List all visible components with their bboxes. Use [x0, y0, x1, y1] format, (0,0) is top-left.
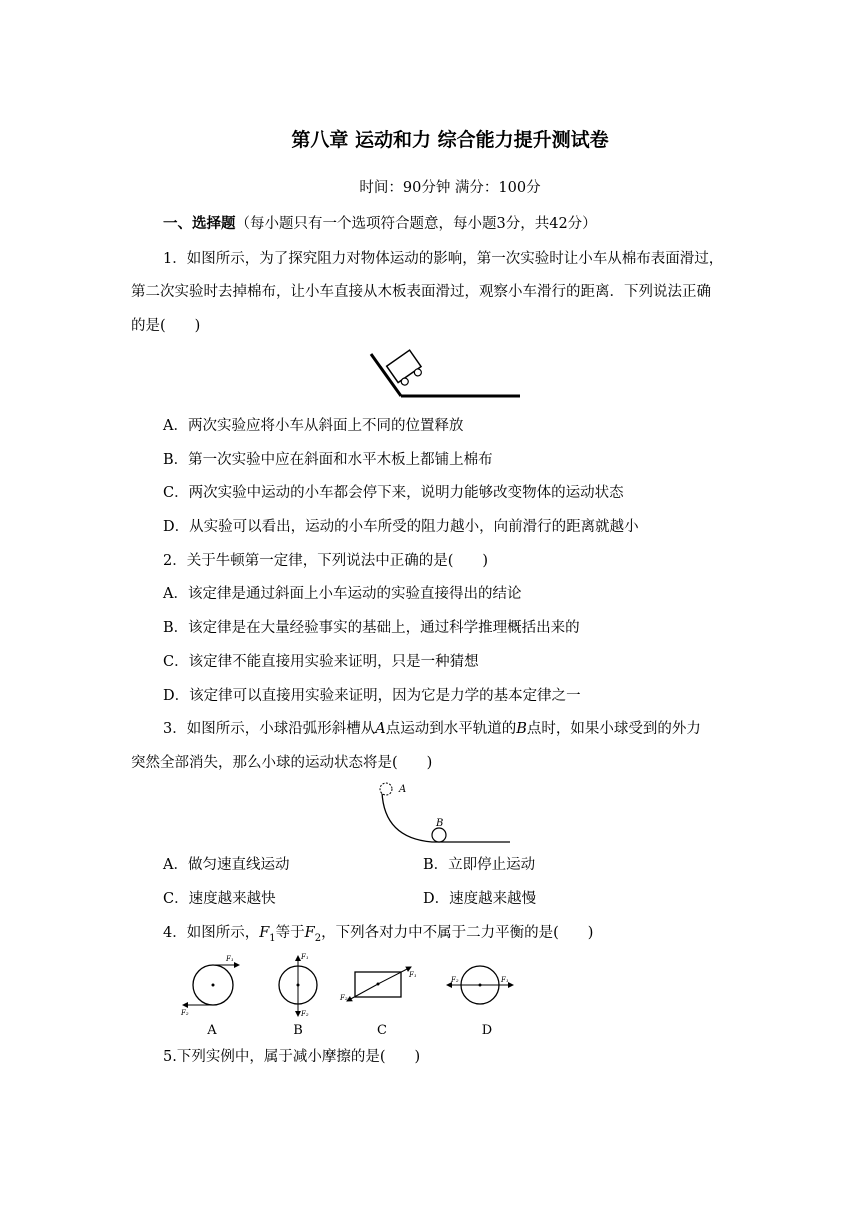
figure-d-label: D — [481, 1023, 493, 1038]
svg-text:F₂: F₂ — [340, 994, 348, 1002]
svg-text:F₁: F₁ — [501, 976, 509, 984]
q5-stem: 5.下列实例中，属于减小摩擦的是( ) — [163, 1049, 421, 1065]
q1-option-b: B．第一次实验中应在斜面和水平木板上都铺上棉布 — [163, 452, 493, 468]
q2-option-d: D．该定律可以直接用实验来证明，因为它是力学的基本定律之一 — [163, 688, 581, 704]
figure-a-label: A — [207, 1023, 217, 1038]
q3-option-b: B．立即停止运动 — [423, 857, 536, 873]
q2-option-a: A．该定律是通过斜面上小车运动的实验直接得出的结论 — [163, 586, 522, 602]
q2-option-b: B．该定律是在大量经验事实的基础上，通过科学推理概括出来的 — [163, 620, 580, 636]
q3-line2: 突然全部消失，那么小球的运动状态将是( ) — [131, 755, 433, 771]
svg-text:F₂: F₂ — [181, 1009, 189, 1017]
q3-arc-track-figure — [372, 780, 517, 848]
exam-info: 时间：90分钟 满分：100分 — [359, 180, 541, 196]
q2-stem: 2．关于牛顿第一定律，下列说法中正确的是( ) — [163, 553, 489, 569]
label-b: B — [436, 818, 444, 829]
q1-option-d: D．从实验可以看出，运动的小车所受的阻力越小，向前滑行的距离就越小 — [163, 519, 639, 535]
q1-line2: 第二次实验时去掉棉布，让小车直接从木板表面滑过，观察小车滑行的距离．下列说法正确 — [131, 284, 711, 300]
q1-line3: 的是( ) — [131, 318, 201, 334]
figure-b — [279, 953, 317, 1038]
page-title: 第八章 运动和力 综合能力提升测试卷 — [291, 129, 609, 151]
q3-line1: 3．如图所示，小球沿弧形斜槽从A点运动到水平轨道的B点时，如果小球受到的外力 — [163, 721, 701, 737]
q2-option-c: C．该定律不能直接用实验来证明，只是一种猜想 — [163, 654, 479, 670]
q1-line1: 1．如图所示，为了探究阻力对物体运动的影响，第一次实验时让小车从棉布表面滑过， — [163, 251, 724, 267]
section-heading — [163, 214, 597, 234]
figure-b-label: B — [293, 1023, 303, 1038]
ball-at-a-icon — [380, 783, 392, 795]
q3-option-a: A．做匀速直线运动 — [163, 857, 290, 873]
figure-c-label: C — [377, 1023, 387, 1038]
q4-force-figure — [175, 950, 535, 1040]
q1-incline-figure — [365, 346, 525, 402]
figure-d — [447, 966, 513, 1038]
svg-text:F₂: F₂ — [301, 1010, 309, 1018]
q1-option-a: A．两次实验应将小车从斜面上不同的位置释放 — [163, 418, 464, 434]
figure-a — [180, 955, 239, 1038]
svg-text:F₁: F₁ — [226, 955, 234, 963]
label-a: A — [399, 784, 407, 795]
section-note: （每小题只有一个选项符合题意，每小题3分，共42分） — [235, 216, 597, 232]
ball-at-b-icon — [432, 828, 446, 842]
svg-text:F₁: F₁ — [409, 971, 417, 979]
q1-option-c: C．两次实验中运动的小车都会停下来，说明力能够改变物体的运动状态 — [163, 485, 624, 501]
q3-option-c: C．速度越来越快 — [163, 891, 276, 907]
q4-stem: 4．如图所示，$F_1$等于$F_2$，下列各对力中不属于二力平衡的是( ) — [163, 925, 594, 944]
svg-text:F₁: F₁ — [301, 953, 309, 961]
svg-text:F₂: F₂ — [451, 976, 459, 984]
section-title: 一、选择题 — [163, 215, 236, 232]
figure-c — [339, 967, 417, 1038]
q3-option-d: D．速度越来越慢 — [423, 891, 537, 907]
